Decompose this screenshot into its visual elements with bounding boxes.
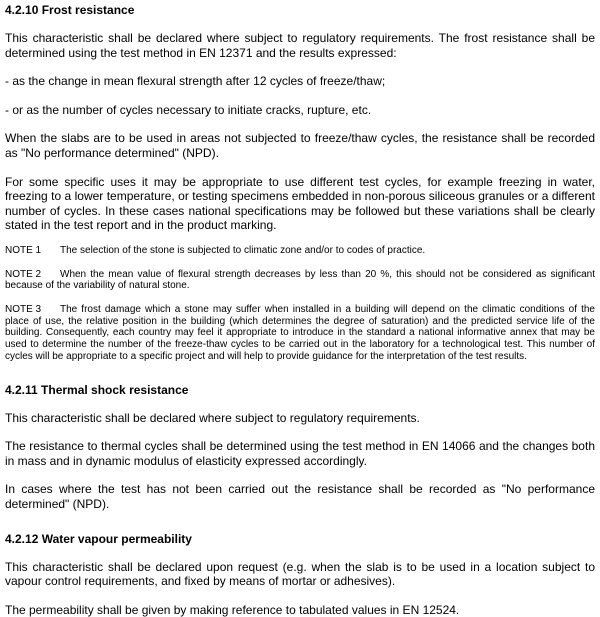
paragraph: For some specific uses it may be appropriate to use different test cycles, for example freezing in water, freezing to a lower temperature, or testing specimens embedded in non-porous siliceous granules or a different number of cycles. In these cases national specifications may be followed but these variations shall be clearly stated in the test report and in the product marking. (5, 174, 595, 233)
note-label: NOTE 2 (5, 268, 42, 280)
list-item: - or as the number of cycles necessary to initiate cracks, rupture, etc. (5, 102, 372, 117)
paragraph: This characteristic shall be declared where subject to regulatory requirements. (5, 410, 420, 425)
section-heading-thermal-shock-resistance: 4.2.11 Thermal shock resistance (5, 382, 189, 397)
note-2 (5, 269, 595, 292)
paragraph: The permeability shall be given by making reference to tabulated values in EN 12524. (5, 602, 460, 617)
paragraph: When the slabs are to be used in areas not subjected to freeze/thaw cycles, the resistance shall be recorded as "No performance determined" (NPD). (5, 131, 595, 160)
paragraph: This characteristic shall be declared upon request (e.g. when the slab is to be used in a location subject to vapour control requirements, and fixed by means of mortar or adhesives). (5, 559, 595, 589)
paragraph: In cases where the test has not been carried out the resistance shall be recorded as "No performance determined" (NPD). (5, 482, 595, 511)
note-1 (5, 245, 595, 257)
paragraph: This characteristic shall be declared where subject to regulatory requirements. The frost resistance shall be determined using the test method in EN 12371 and the results expressed: (5, 31, 595, 60)
note-text: When the mean value of flexural strength decreases by less than 20 %, this should not be considered as significant because of the variability of natural stone. (5, 268, 595, 292)
list-item: - as the change in mean flexural strength after 12 cycles of freeze/thaw; (5, 74, 386, 89)
section-heading-water-vapour-permeability: 4.2.12 Water vapour permeability (5, 531, 192, 546)
note-label: NOTE 1 (5, 244, 42, 256)
note-text: The selection of the stone is subjected to climatic zone and/or to codes of practice. (60, 244, 426, 256)
note-text: The frost damage which a stone may suffer when installed in a building will depend on the climatic conditions of the place of use, the relative position in the building (which determines the degree of saturation) and the predicted service life of the building. Consequently, each country may feel it appropriate to introduce in the standard a national informative annex that may be used to determine the number of the freeze-thaw cycles to be carried out in the laboratory for a technological test. This number of cycles will be appropriate to a specific project and will help to provide guidance for the interpretation of the test results. (5, 304, 595, 362)
paragraph: The resistance to thermal cycles shall be determined using the test method in EN 14066 and the changes both in mass and in dynamic modulus of elasticity expressed accordingly. (5, 439, 595, 468)
note-3 (5, 304, 595, 363)
note-label: NOTE 3 (5, 304, 42, 316)
section-heading-frost-resistance: 4.2.10 Frost resistance (5, 3, 135, 17)
